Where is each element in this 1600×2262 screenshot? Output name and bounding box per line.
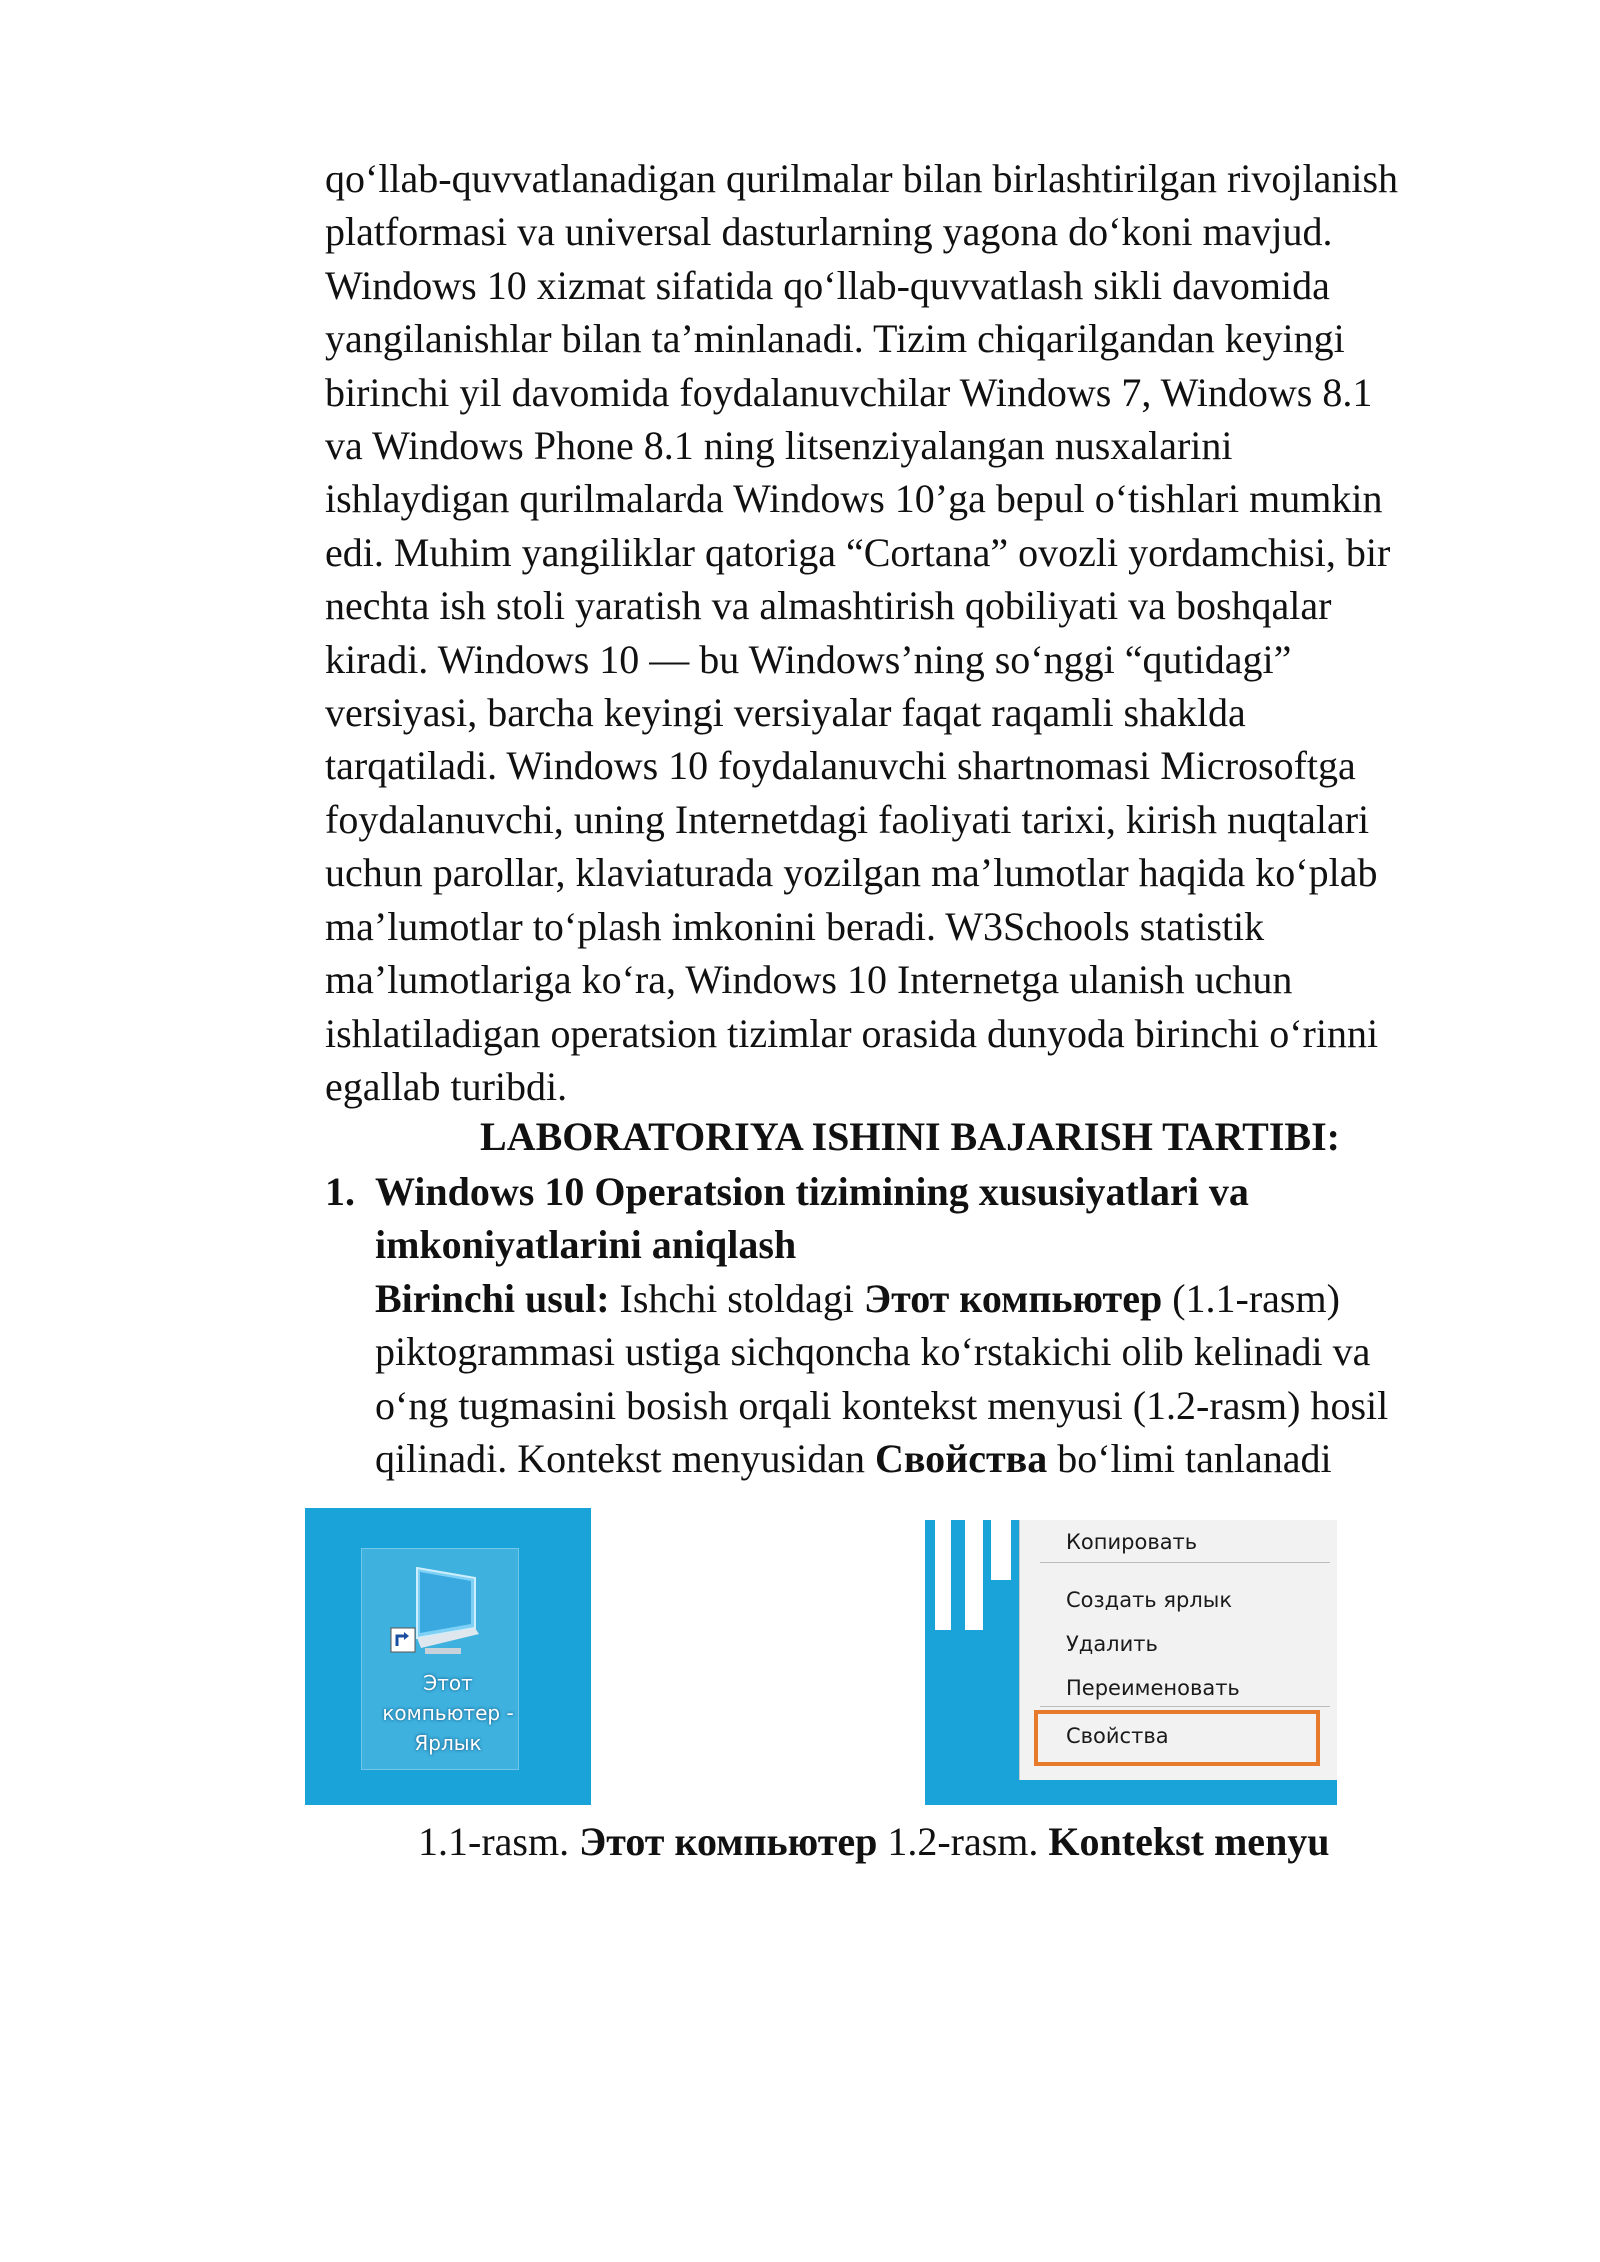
desktop-strip [925,1780,1337,1805]
paragraph-line: edi. Muhim yangiliklar qatoriga “Cortana” ovozli yordamchisi, bir [325,529,1391,575]
icon-caption-line: компьютер - [382,1701,514,1725]
caption-fig1-title: Этот компьютер [579,1819,878,1864]
paragraph-line: uchun parollar, klaviaturada yozilgan ma’lumotlar haqida ko‘plab [325,850,1378,896]
item-text-line: o‘ng tugmasini bosish orqali kontekst menyusi (1.2-rasm) hosil [375,1382,1389,1428]
item-body [375,1165,1495,1485]
context-menu [1019,1520,1337,1780]
paragraph-line: yangilanishlar bilan ta’minlanadi. Tizim chiqarilgandan keyingi [325,316,1345,362]
item-text: (1.1-rasm) [1162,1275,1340,1321]
figure-context-menu [925,1520,1337,1805]
method-label: Birinchi usul: [375,1275,610,1321]
menu-item-properties[interactable]: Свойства [1066,1724,1169,1748]
paragraph-line: egallab turibdi. [325,1063,568,1109]
item-term: Этот компьютер [863,1275,1163,1321]
item-title-line: imkoniyatlarini aniqlash [375,1222,797,1268]
caption-fig2-title: Kontekst menyu [1048,1819,1330,1864]
menu-separator [1040,1562,1330,1563]
paragraph-line: qo‘llab-quvvatlanadigan qurilmalar bilan birlashtirilgan rivojlanish [325,156,1399,201]
caption-fig2-number: 1.2-rasm. [877,1819,1049,1864]
item-text-line: piktogrammasi ustiga sichqoncha ko‘rstakichi olib kelinadi va [375,1329,1371,1375]
paragraph-line: ishlaydigan qurilmalarda Windows 10’ga bepul o‘tishlari mumkin [325,476,1383,522]
icon-caption-line: Этот [423,1671,473,1695]
menu-item-copy[interactable]: Копировать [1066,1530,1198,1554]
caption-fig1-number: 1.1-rasm. [418,1819,580,1864]
item-text-line [375,1432,1495,1485]
computer-shortcut-icon [305,1508,591,1805]
paragraph-line: ma’lumotlar to‘plash imkonini beradi. W3Schools statistik [325,903,1265,949]
paragraph-line: ishlatiladigan operatsion tizimlar orasida dunyoda birinchi o‘rinni [325,1010,1379,1056]
paragraph-line: tarqatiladi. Windows 10 foydalanuvchi shartnomasi Microsoftga [325,743,1356,789]
item-text-line [375,1272,1495,1325]
menu-separator [1040,1706,1330,1707]
shortcut-arrow-icon [391,1628,415,1652]
paragraph-line: platformasi va universal dasturlarning yagona do‘koni mavjud. [325,209,1333,255]
paragraph-line: kiradi. Windows 10 — bu Windows’ning so‘nggi “qutidagi” [325,636,1292,682]
figure-desktop-shortcut [305,1508,591,1805]
paragraph-line: va Windows Phone 8.1 ning litsenziyalangan nusxalarini [325,423,1233,469]
icon-caption [335,1668,561,1758]
item-text: bo‘limi tanlanadi [1047,1436,1332,1482]
paragraph-line: Windows 10 xizmat sifatida qo‘llab-quvvatlash sikli davomida [325,262,1330,308]
icon-caption-line: Ярлык [414,1731,482,1755]
paragraph-line: nechta ish stoli yaratish va almashtirish qobiliyati va boshqalar [325,583,1332,629]
window-background-graphic [925,1520,1019,1805]
item-number: 1. [325,1169,355,1214]
figure-caption [418,1815,1330,1868]
menu-item-delete[interactable]: Удалить [1066,1632,1158,1656]
item-text: Ishchi stoldagi [609,1275,864,1321]
item-text: qilinadi. Kontekst menyusidan [375,1436,875,1482]
paragraph-line: foydalanuvchi, uning Internetdagi faoliyati tarixi, kirish nuqtalari [325,796,1370,842]
paragraph-line: ma’lumotlariga ko‘ra, Windows 10 Internetga ulanish uchun [325,957,1293,1003]
menu-item-create-shortcut[interactable]: Создать ярлык [1066,1588,1233,1612]
monitor-icon [417,1568,479,1654]
menu-item-rename[interactable]: Переименовать [1066,1676,1240,1700]
item-title-line: Windows 10 Operatsion tizimining xususiyatlari va [375,1169,1249,1214]
section-heading: LABORATORIYA ISHINI BAJARISH TARTIBI: [480,1114,1340,1159]
paragraph-line: birinchi yil davomida foydalanuvchilar Windows 7, Windows 8.1 [325,369,1373,415]
item-term: Свойства [874,1436,1048,1482]
paragraph-line: versiyasi, barcha keyingi versiyalar faqat raqamli shaklda [325,690,1246,736]
body-paragraph [325,152,1495,1113]
